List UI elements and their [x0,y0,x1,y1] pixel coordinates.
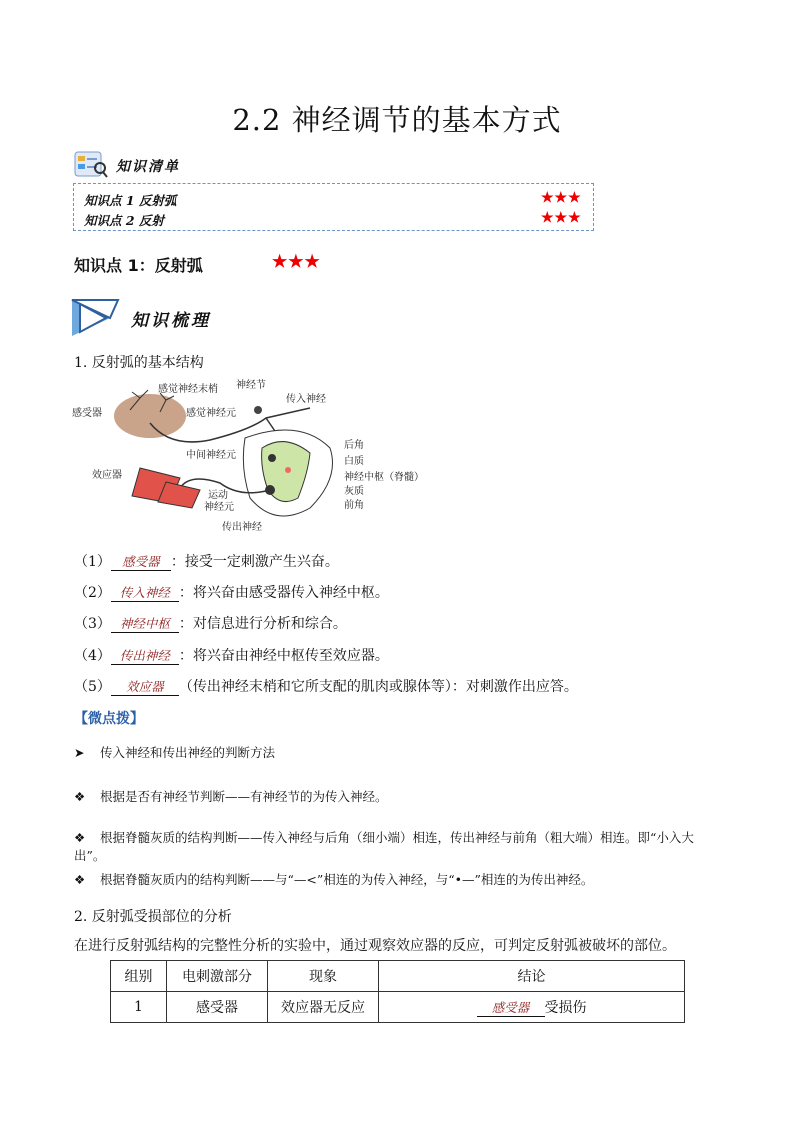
label-gray-matter: 灰质 [344,486,364,497]
damage-analysis-table [110,960,685,1023]
structure-line: （4） 传出神经 ：将兴奋由神经中枢传至效应器。 [74,648,389,664]
table-cell: 效应器无反应 [268,992,379,1023]
page-title: 2.2 神经调节的基本方式 [232,103,562,137]
tip-item: ❖ 根据脊髓灰质的结构判断——传入神经与后角（细小端）相连，传出神经与前角（粗大端）相连。即“小入大出”。 [74,830,694,863]
table-cell: 感受器 [167,992,268,1023]
answer-blank: 效应器 [111,677,179,696]
structure-line: （3） 神经中枢 ：对信息进行分析和综合。 [74,616,347,632]
table-row [111,992,685,1023]
label-efferent: 传出神经 [222,522,262,533]
label-posterior-horn: 后角 [344,440,364,451]
tip-item: ❖ 根据是否有神经节判断——有神经节的为传入神经。 [74,789,388,804]
subsection-heading: 1. 反射弧的基本结构 [74,355,204,371]
tip-heading: 【微点拨】 [74,711,144,727]
answer-blank: 传出神经 [111,646,179,665]
label-ganglion: 神经节 [236,380,266,391]
section-stars: ★★★ [272,252,321,272]
label-motor-a: 运动 [208,490,228,501]
knowledge-item: 知识点 2 反射 [84,213,164,228]
label-sensory-neuron: 感觉神经元 [186,408,236,419]
table-header: 结论 [379,961,685,992]
tip-item: ➤ 传入神经和传出神经的判断方法 [74,745,276,760]
label-effector: 效应器 [92,470,122,481]
table-header-row [111,961,685,992]
table-header: 组别 [111,961,167,992]
answer-blank: 传入神经 [111,583,179,602]
table-cell: 1 [111,992,167,1023]
tip-item: ❖ 根据脊髓灰质内的结构判断——与“—<”相连的为传入神经，与“•—”相连的为传出神经。 [74,872,594,887]
intro-paragraph: 在进行反射弧结构的完整性分析的实验中，通过观察效应器的反应，可判定反射弧被破坏的部位。 [74,938,676,954]
subsection-heading: 2. 反射弧受损部位的分析 [74,909,232,925]
sort-heading: 知识梳理 [131,311,211,331]
knowledge-item: 知识点 1 反射弧 [84,193,177,208]
section-heading: 知识点 1：反射弧 [74,256,203,275]
label-sensory-ending: 感觉神经末梢 [158,384,218,395]
answer-blank: 感受器 [111,552,171,571]
checklist-icon [74,150,108,178]
label-anterior-horn: 前角 [344,500,364,511]
knowledge-list-heading: 知识清单 [116,159,180,175]
label-white-matter: 白质 [344,456,364,467]
reflex-arc-diagram [70,378,450,538]
table-header: 电刺激部分 [167,961,268,992]
table-cell: 感受器 受损伤 [379,992,685,1023]
label-afferent: 传入神经 [286,394,326,405]
table-header: 现象 [268,961,379,992]
play-triangle-icon [70,298,122,338]
label-receptor: 感受器 [72,408,102,419]
structure-line: （1） 感受器 ：接受一定刺激产生兴奋。 [74,554,339,570]
answer-blank: 感受器 [477,998,545,1017]
structure-line: （2） 传入神经 ：将兴奋由感受器传入神经中枢。 [74,585,389,601]
label-interneuron: 中间神经元 [186,450,236,461]
label-center: 神经中枢（脊髓） [344,472,424,483]
knowledge-item-stars: ★★★ [541,210,582,226]
knowledge-item-stars: ★★★ [541,190,582,206]
label-motor-b: 神经元 [204,502,234,513]
answer-blank: 神经中枢 [111,614,179,633]
structure-line: （5） 效应器 （传出神经末梢和它所支配的肌肉或腺体等）：对刺激作出应答。 [74,679,578,695]
